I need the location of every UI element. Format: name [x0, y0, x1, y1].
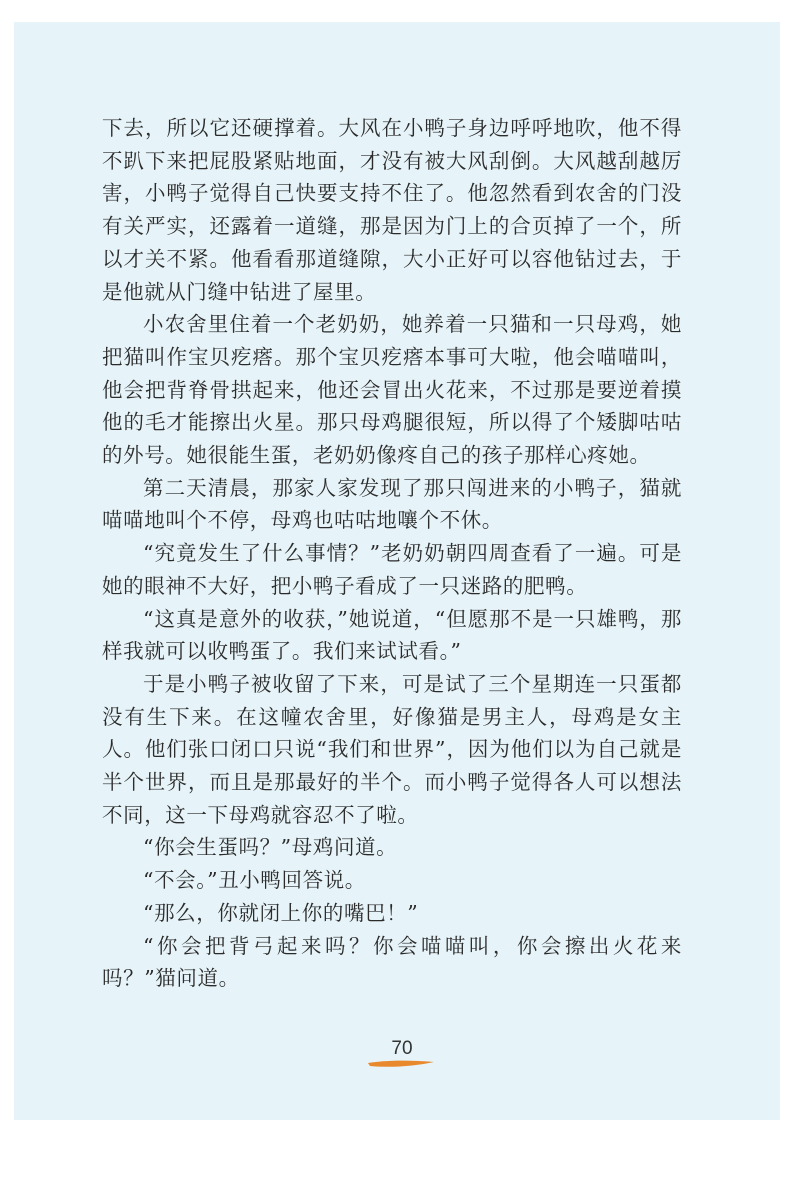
- paragraph-10: “你会把背弓起来吗？你会喵喵叫，你会擦出火花来吗？”猫问道。: [102, 933, 682, 991]
- paragraph-4: “究竟发生了什么事情？”老奶奶朝四周查看了一遍。可是她的眼神不大好，把小鸭子看成了一只迷路的肥鸭。: [102, 541, 682, 598]
- page-number: 70: [391, 1038, 413, 1059]
- paragraph-6: 于是小鸭子被收留了下来，可是试了三个星期连一只蛋都没有生下来。在这幢农舍里，好像猫是男主人，母鸡是女主人。他们张口闭口只说“我们和世界”，因为他们以为自己就是半个世界，而且是那最好的半个。而小鸭子觉得各人可以想法不同，这一下母鸡就容忍不了啦。: [102, 671, 682, 827]
- paragraph-1: 下去，所以它还硬撑着。大风在小鸭子身边呼呼地吹，他不得不趴下来把屁股紧贴地面，才没有被大风刮倒。大风越刮越厉害，小鸭子觉得自己快要支持不住了。他忽然看到农舍的门没有关严实，还露着一道缝，那是因为门上的合页掉了一个，所以才关不紧。他看看那道缝隙，大小正好可以容他钻过去，于是他就从门缝中钻进了屋里。: [102, 116, 682, 304]
- paragraph-2: 小农舍里住着一个老奶奶，她养着一只猫和一只母鸡，她把猫叫作宝贝疙瘩。那个宝贝疙瘩本事可大啦，他会喵喵叫，他会把背脊骨拱起来，他还会冒出火花来，不过那是要逆着摸他的毛才能擦出火星。那只母鸡腿很短，所以得了个矮脚咕咕的外号。她很能生蛋，老奶奶像疼自己的孩子那样心疼她。: [102, 312, 682, 468]
- page-footer: [352, 1038, 452, 1078]
- story-text: [102, 112, 682, 995]
- brush-stroke-decoration: [366, 1058, 436, 1070]
- paragraph-3: 第二天清晨，那家人家发现了那只闯进来的小鸭子，猫就喵喵地叫个不停，母鸡也咕咕地嚷个不休。: [102, 475, 682, 533]
- paragraph-9: “那么，你就闭上你的嘴巴！”: [143, 900, 419, 925]
- paragraph-5: “这真是意外的收获，”她说道，“但愿那不是一只雄鸭，那样我就可以收鸭蛋了。我们来试试看。”: [102, 606, 682, 664]
- paragraph-8: “不会。”丑小鸭回答说。: [143, 868, 366, 893]
- paragraph-7: “你会生蛋吗？”母鸡问道。: [143, 835, 398, 860]
